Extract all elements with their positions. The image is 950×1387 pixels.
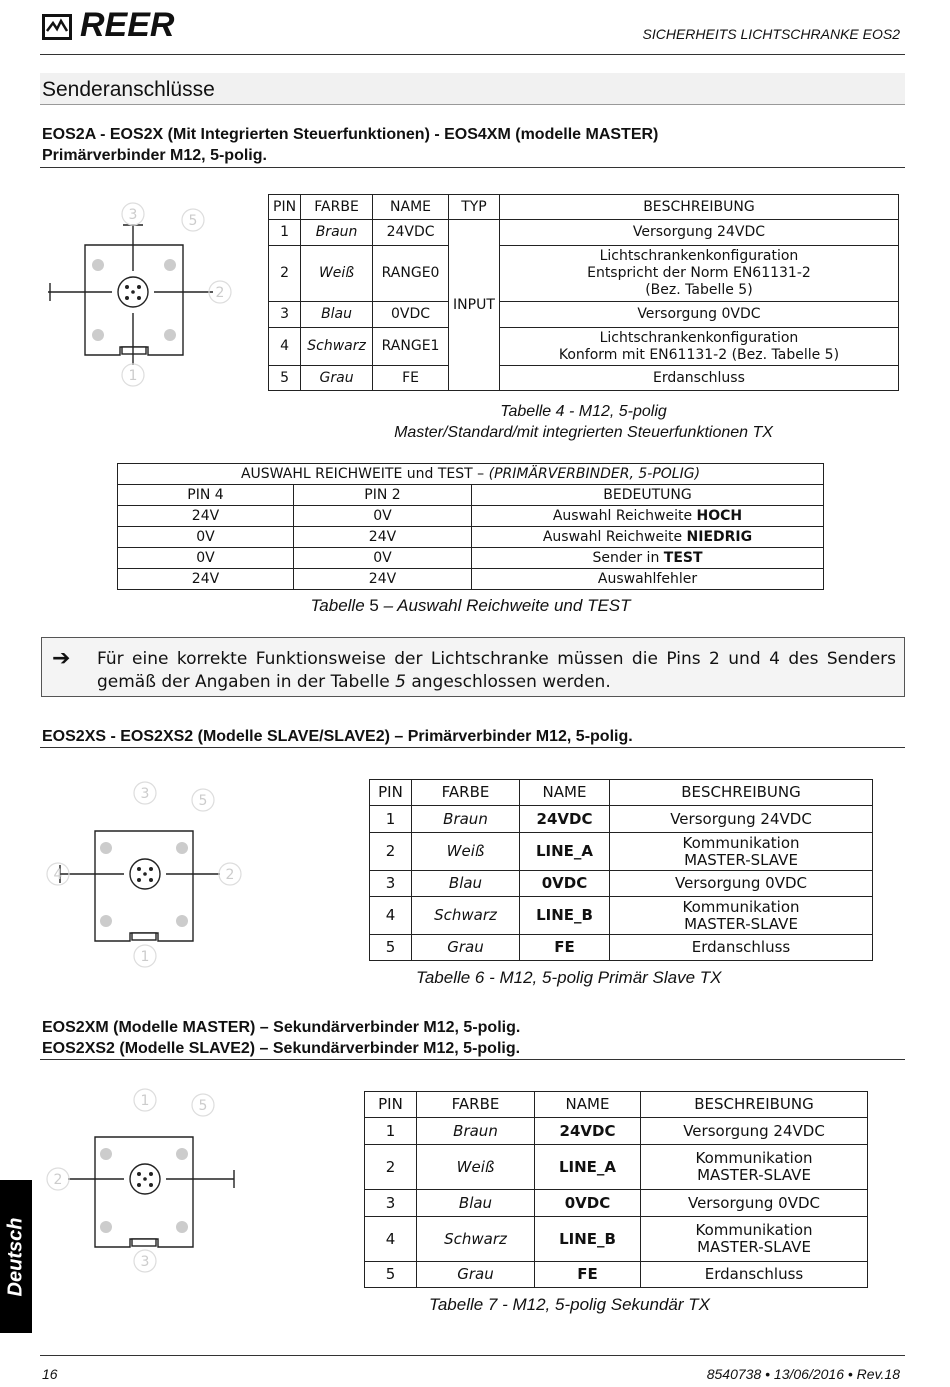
t6-header-pin: PIN xyxy=(370,780,412,806)
document-reference: 8540738 • 13/06/2016 • Rev.18 xyxy=(706,1366,900,1382)
table-row xyxy=(269,220,899,246)
t6-pin: 3 xyxy=(370,871,412,897)
connector-diagram-1 xyxy=(38,195,248,395)
t6-farbe: Weiß xyxy=(412,833,520,871)
t4-name: 0VDC xyxy=(373,302,449,328)
table-row xyxy=(269,302,899,328)
t6-pin: 2 xyxy=(370,833,412,871)
t6-name: LINE_A xyxy=(520,833,610,871)
conn2-label-b: 5 xyxy=(198,793,208,809)
conn1-label-d: 2 xyxy=(215,285,225,301)
t4-desc: Versorgung 24VDC xyxy=(499,220,898,246)
t4-header-name: NAME xyxy=(373,195,449,220)
t4-farbe: Blau xyxy=(301,302,373,328)
t4-name: RANGE0 xyxy=(373,246,449,302)
t6-pin: 1 xyxy=(370,806,412,833)
t5-title-italic: (PRIMÄRVERBINDER, 5-POLIG) xyxy=(488,465,701,482)
t5-title xyxy=(118,464,824,485)
t4-pin: 1 xyxy=(269,220,301,246)
table-row xyxy=(269,366,899,391)
t5-pin4: 24V xyxy=(118,506,294,527)
t4-desc: Versorgung 0VDC xyxy=(499,302,898,328)
t4-header-farbe: FARBE xyxy=(301,195,373,220)
t7-desc: Versorgung 0VDC xyxy=(641,1190,868,1217)
conn2-label-c: 4 xyxy=(53,867,63,883)
block1-heading-line1: EOS2A - EOS2X (Mit Integrierten Steuerfunktionen) - EOS4XM (modelle MASTER) xyxy=(42,126,659,143)
t7-pin: 3 xyxy=(365,1190,417,1217)
page-number: 16 xyxy=(42,1366,58,1382)
t6-name: 0VDC xyxy=(520,871,610,897)
t4-header-beschreibung: BESCHREIBUNG xyxy=(499,195,898,220)
note-text-b: angeschlossen werden. xyxy=(405,672,611,692)
t4-desc: Erdanschluss xyxy=(499,366,898,391)
t4-pin: 4 xyxy=(269,328,301,366)
caption-line: Master/Standard/mit integrierten Steuerfunktionen TX xyxy=(394,424,773,441)
table-row xyxy=(370,806,873,833)
conn1-label-a: 3 xyxy=(128,207,138,223)
caption-line: Tabelle 4 - M12, 5-polig xyxy=(500,403,667,420)
t4-typ-input: INPUT xyxy=(449,220,500,391)
footer-rule xyxy=(40,1355,905,1356)
t5-caption-num: 5 xyxy=(369,596,379,615)
conn1-label-b: 5 xyxy=(188,213,198,229)
block1-heading-line2: Primärverbinder M12, 5-polig. xyxy=(42,147,267,164)
t4-desc-line: Konform mit EN61131-2 (Bez. Tabelle 5) xyxy=(558,346,840,363)
t7-farbe: Blau xyxy=(417,1190,535,1217)
t6-desc-line: Kommunikation xyxy=(682,833,800,852)
t7-desc xyxy=(641,1145,868,1190)
t6-farbe: Blau xyxy=(412,871,520,897)
t5-title-plain: AUSWAHL REICHWEITE und TEST – xyxy=(240,465,489,482)
note-text xyxy=(97,648,896,694)
table-4 xyxy=(268,194,899,391)
note-text-num: 5 xyxy=(395,672,406,692)
logo-mark-icon xyxy=(42,14,72,40)
t5-desc-bold: HOCH xyxy=(696,507,743,524)
t7-farbe: Weiß xyxy=(417,1145,535,1190)
t5-desc xyxy=(472,527,824,548)
t5-desc-text: Auswahl Reichweite xyxy=(542,528,687,545)
t4-farbe: Braun xyxy=(301,220,373,246)
language-side-tab xyxy=(0,1180,32,1333)
t7-farbe: Grau xyxy=(417,1262,535,1288)
t7-pin: 5 xyxy=(365,1262,417,1288)
t7-desc xyxy=(641,1217,868,1262)
t6-header-farbe: FARBE xyxy=(412,780,520,806)
table-row xyxy=(269,246,899,302)
t6-pin: 5 xyxy=(370,935,412,961)
t5-caption-a: Tabelle xyxy=(310,596,370,615)
t5-header-bedeutung: BEDEUTUNG xyxy=(472,485,824,506)
t7-desc-line: MASTER-SLAVE xyxy=(697,1238,811,1256)
t4-pin: 5 xyxy=(269,366,301,391)
block2-rule xyxy=(40,747,905,748)
arrow-right-icon: ➔ xyxy=(52,646,71,671)
t6-desc xyxy=(610,897,873,935)
t4-name: RANGE1 xyxy=(373,328,449,366)
table-7-caption: Tabelle 7 - M12, 5-polig Sekundär TX xyxy=(429,1295,710,1314)
table-row xyxy=(365,1118,868,1145)
t5-desc xyxy=(472,569,824,590)
table-6-caption: Tabelle 6 - M12, 5-polig Primär Slave TX xyxy=(416,968,722,987)
conn3-label-e: 3 xyxy=(140,1254,150,1270)
t7-name: LINE_B xyxy=(535,1217,641,1262)
logo-text: REER xyxy=(80,6,175,44)
table-row xyxy=(118,527,824,548)
t7-header-name: NAME xyxy=(535,1092,641,1118)
t5-pin2: 0V xyxy=(294,506,472,527)
t6-desc: Erdanschluss xyxy=(610,935,873,961)
t7-farbe: Schwarz xyxy=(417,1217,535,1262)
conn2-label-a: 3 xyxy=(140,786,150,802)
t4-header-pin: PIN xyxy=(269,195,301,220)
t5-desc-bold: TEST xyxy=(663,549,703,566)
t5-desc-text: Auswahl Reichweite xyxy=(552,507,697,524)
t4-desc-line: Entspricht der Norm EN61131-2 xyxy=(587,265,811,281)
table-6 xyxy=(369,779,873,961)
t7-desc-line: MASTER-SLAVE xyxy=(697,1166,811,1184)
header-title: SICHERHEITS LICHTSCHRANKE EOS2 xyxy=(642,26,900,42)
t6-desc: Versorgung 0VDC xyxy=(610,871,873,897)
t4-pin: 2 xyxy=(269,246,301,302)
section-title: Senderanschlüsse xyxy=(40,73,905,105)
t4-desc xyxy=(499,328,898,366)
t7-header-farbe: FARBE xyxy=(417,1092,535,1118)
block3-rule xyxy=(40,1059,905,1060)
t7-pin: 2 xyxy=(365,1145,417,1190)
table-row xyxy=(365,1190,868,1217)
t4-desc-line: Lichtschrankenkonfiguration xyxy=(599,248,799,264)
t7-name: FE xyxy=(535,1262,641,1288)
header-rule xyxy=(40,54,905,55)
t5-desc xyxy=(472,548,824,569)
t7-pin: 1 xyxy=(365,1118,417,1145)
t5-pin2: 24V xyxy=(294,569,472,590)
t7-pin: 4 xyxy=(365,1217,417,1262)
note-box xyxy=(41,637,905,697)
conn3-label-a: 1 xyxy=(140,1093,150,1109)
table-row xyxy=(118,506,824,527)
t6-farbe: Schwarz xyxy=(412,897,520,935)
block3-heading-line1: EOS2XM (Modelle MASTER) – Sekundärverbinder M12, 5-polig. xyxy=(42,1019,521,1036)
t5-desc-text: Auswahlfehler xyxy=(597,570,698,587)
t7-desc-line: Kommunikation xyxy=(695,1221,813,1239)
t6-desc-line: Kommunikation xyxy=(682,897,800,916)
t6-header-beschreibung: BESCHREIBUNG xyxy=(610,780,873,806)
table-row xyxy=(370,935,873,961)
t5-header-pin4: PIN 4 xyxy=(118,485,294,506)
table-row xyxy=(370,897,873,935)
t7-name: 24VDC xyxy=(535,1118,641,1145)
t4-farbe: Schwarz xyxy=(301,328,373,366)
table-row xyxy=(365,1145,868,1190)
t6-header-name: NAME xyxy=(520,780,610,806)
conn1-label-e: 1 xyxy=(128,368,138,384)
table-5 xyxy=(117,463,824,590)
t6-desc-line: MASTER-SLAVE xyxy=(684,850,798,869)
connector-diagram-2 xyxy=(40,776,250,976)
t4-pin: 3 xyxy=(269,302,301,328)
t6-name: 24VDC xyxy=(520,806,610,833)
t5-desc-bold: NIEDRIG xyxy=(686,528,753,545)
table-row xyxy=(365,1262,868,1288)
conn3-label-c: 2 xyxy=(53,1172,63,1188)
table-row xyxy=(365,1217,868,1262)
conn2-label-d: 2 xyxy=(225,867,235,883)
t5-pin4: 0V xyxy=(118,527,294,548)
t6-name: LINE_B xyxy=(520,897,610,935)
t4-name: FE xyxy=(373,366,449,391)
table-row xyxy=(118,569,824,590)
t7-name: 0VDC xyxy=(535,1190,641,1217)
block3-heading-line2: EOS2XS2 (Modelle SLAVE2) – Sekundärverbinder M12, 5-polig. xyxy=(42,1040,521,1057)
table-row xyxy=(118,548,824,569)
t5-pin2: 24V xyxy=(294,527,472,548)
t4-farbe: Weiß xyxy=(301,246,373,302)
t5-caption-b: – Auswahl Reichweite und TEST xyxy=(378,596,631,615)
t4-desc xyxy=(499,246,898,302)
t6-desc: Versorgung 24VDC xyxy=(610,806,873,833)
note-text-a: Für eine korrekte Funktionsweise der Lichtschranke müssen die Pins 2 und 4 des Senders gemäß der Angaben in der Tabelle xyxy=(97,649,896,692)
t6-farbe: Braun xyxy=(412,806,520,833)
t4-header-typ: TYP xyxy=(449,195,500,220)
t5-desc xyxy=(472,506,824,527)
t4-name: 24VDC xyxy=(373,220,449,246)
t7-desc: Erdanschluss xyxy=(641,1262,868,1288)
table-7 xyxy=(364,1091,868,1288)
reer-logo xyxy=(42,8,182,44)
t6-name: FE xyxy=(520,935,610,961)
t5-desc-text: Sender in xyxy=(592,549,664,566)
table-5-caption xyxy=(117,596,824,616)
block1-rule xyxy=(40,167,905,168)
t7-desc: Versorgung 24VDC xyxy=(641,1118,868,1145)
t5-pin2: 0V xyxy=(294,548,472,569)
t6-desc xyxy=(610,833,873,871)
t5-header-pin2: PIN 2 xyxy=(294,485,472,506)
t7-header-beschreibung: BESCHREIBUNG xyxy=(641,1092,868,1118)
t5-pin4: 24V xyxy=(118,569,294,590)
t4-desc-line: (Bez. Tabelle 5) xyxy=(645,282,753,298)
t7-header-pin: PIN xyxy=(365,1092,417,1118)
table-row xyxy=(370,871,873,897)
table-4-caption xyxy=(268,401,899,443)
t4-desc-line: Lichtschrankenkonfiguration xyxy=(599,329,799,346)
side-tab-label: Deutsch xyxy=(4,1217,27,1296)
t5-pin4: 0V xyxy=(118,548,294,569)
t6-farbe: Grau xyxy=(412,935,520,961)
block2-heading: EOS2XS - EOS2XS2 (Modelle SLAVE/SLAVE2) – Primärverbinder M12, 5-polig. xyxy=(42,728,633,745)
t6-desc-line: MASTER-SLAVE xyxy=(684,914,798,933)
connector-diagram-3 xyxy=(40,1085,250,1285)
t4-farbe: Grau xyxy=(301,366,373,391)
t7-name: LINE_A xyxy=(535,1145,641,1190)
conn2-label-e: 1 xyxy=(140,949,150,965)
table-row xyxy=(269,328,899,366)
t7-farbe: Braun xyxy=(417,1118,535,1145)
t7-desc-line: Kommunikation xyxy=(695,1149,813,1167)
t6-pin: 4 xyxy=(370,897,412,935)
table-row xyxy=(370,833,873,871)
conn3-label-b: 5 xyxy=(198,1098,208,1114)
